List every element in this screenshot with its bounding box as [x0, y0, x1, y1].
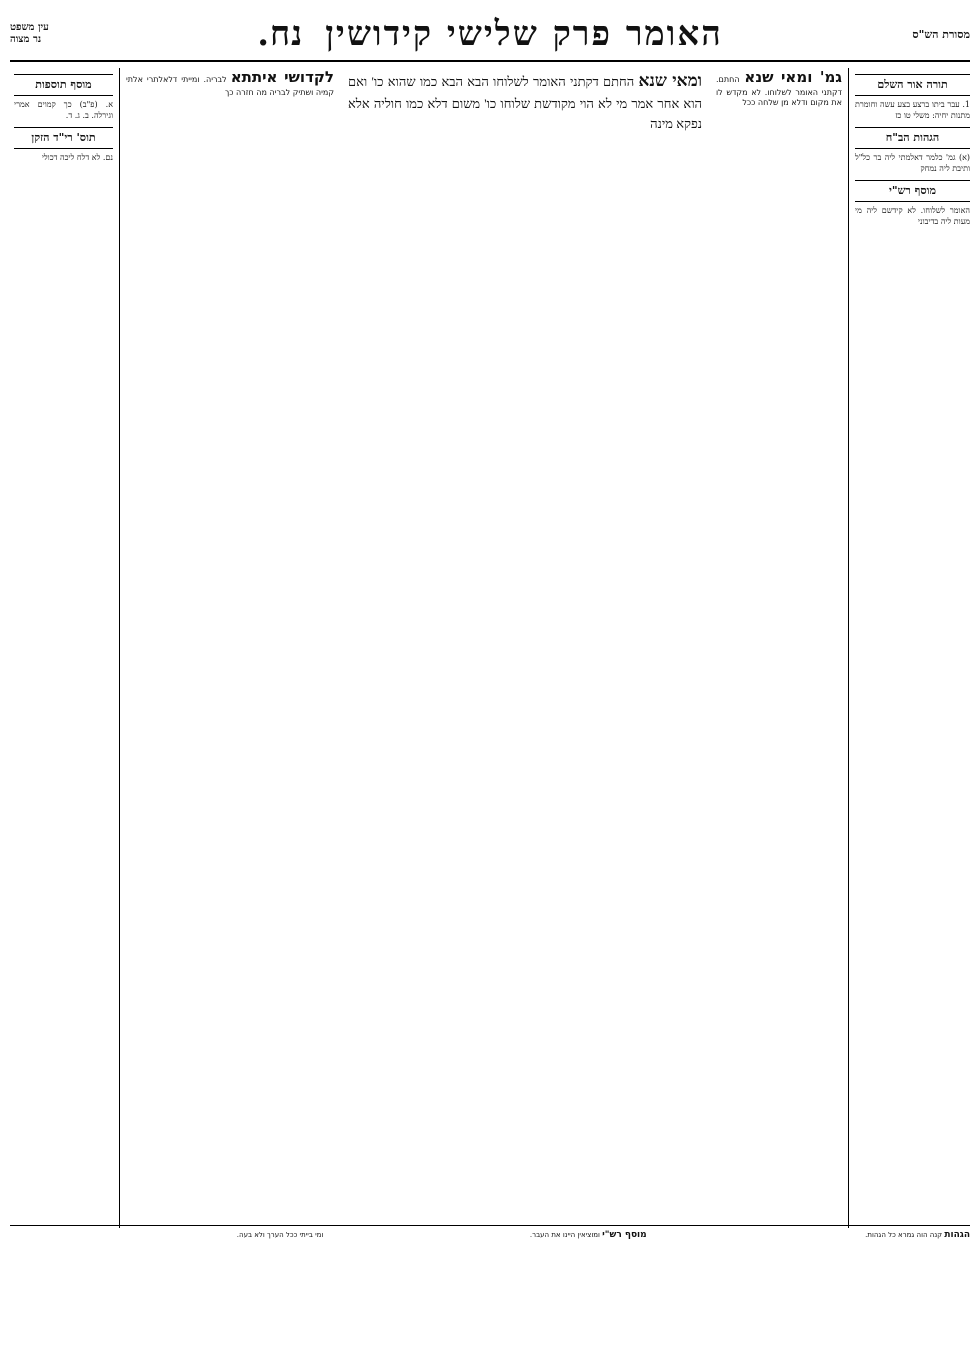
ein-mishpat-label-line1: עין משפט: [10, 22, 49, 33]
musaf-rashi-text: האומר לשלוחו. לא קידשם ליה מי מעות ליה בדיבוני: [855, 206, 970, 226]
footer-text-1: קנה הוה גמרא כל הגהות.: [865, 1231, 943, 1239]
commentary-columns: [10, 68, 970, 1228]
musaf-tosafot-text: א. (פ"ב) כך קמוים אמרי וגירלה. ב. ג. ד.: [14, 100, 113, 120]
footer-column-1: [657, 1230, 970, 1350]
torah-or-title: תורה אור השלם: [855, 74, 970, 96]
musaf-tosafot-title: מוסף תוספות: [14, 74, 113, 96]
tos-rid-text: נם. לא דלח ליכה דכולי: [41, 153, 113, 163]
hagahot-habach-text: (א) גמ' כלמר דאלמתי ליה בר כל"ל ותיבת ליה נמחק: [855, 153, 970, 173]
ein-mishpat-label: [10, 22, 130, 46]
rashi-lead-words: גמ' ומאי שנא: [744, 68, 843, 86]
page-header: [10, 8, 970, 62]
footer-column-3: [10, 1230, 323, 1350]
gemara-lead-words: ומאי שנא: [638, 71, 702, 90]
masoret-hashas-label: מסורת הש"ס: [912, 27, 970, 41]
page-footer: [10, 1225, 970, 1350]
torah-or-text: 1. עבר ביתו ברצע בצע עשה וחומרת מתנות יחיה: משלי טו כז: [855, 100, 970, 120]
tosafot-lead-words: לקדושי איתתא: [230, 68, 335, 86]
masoret-hashas-column: [848, 68, 970, 1228]
rashi-column: [710, 68, 848, 1228]
page-title: האומר פרק שלישי קידושין: [325, 14, 723, 54]
footer-text-3: ומי בייתי ככל הערך ולא בעה.: [236, 1231, 324, 1239]
tosafot-text: לבריה. ומייתי דלאלתרי אלתי קמיה ושתיק לבריה מה חזרה כך: [126, 75, 334, 97]
footer-head-2: מוסף רש"י: [602, 1230, 647, 1240]
rashi-text: החתם. דקתני האומר לשלוחו. לא מקדש לו את מקום ודלא מן שלחה ככל: [716, 75, 842, 107]
ein-mishpat-label-line2: נר מצוה: [10, 34, 42, 45]
tos-rid-title: תוס' רי"ד הזקן: [14, 127, 113, 149]
footer-text-2: ומוציאין היינו את העבר.: [529, 1231, 600, 1239]
tosafot-column: [120, 68, 340, 1228]
ein-mishpat-column: [14, 68, 120, 1228]
footer-head-1: הגהות: [944, 1230, 970, 1240]
page-number: נח.: [257, 14, 304, 54]
page-title-group: [257, 14, 723, 54]
gemara-text: החתם דקתני האומר לשלוחו הבא הבא כמו שהוא כו' ואם הוא אחר אמר מי לא הוי מקודשת שלוחו כו' משום דלא כמו חוליה אלא נפקא מינה: [348, 74, 702, 132]
hagahot-habach-title: הגהות הב"ח: [855, 127, 970, 149]
footer-column-2: [333, 1230, 646, 1350]
gemara-column: [340, 68, 710, 1228]
musaf-rashi-title: מוסף רש"י: [855, 180, 970, 202]
